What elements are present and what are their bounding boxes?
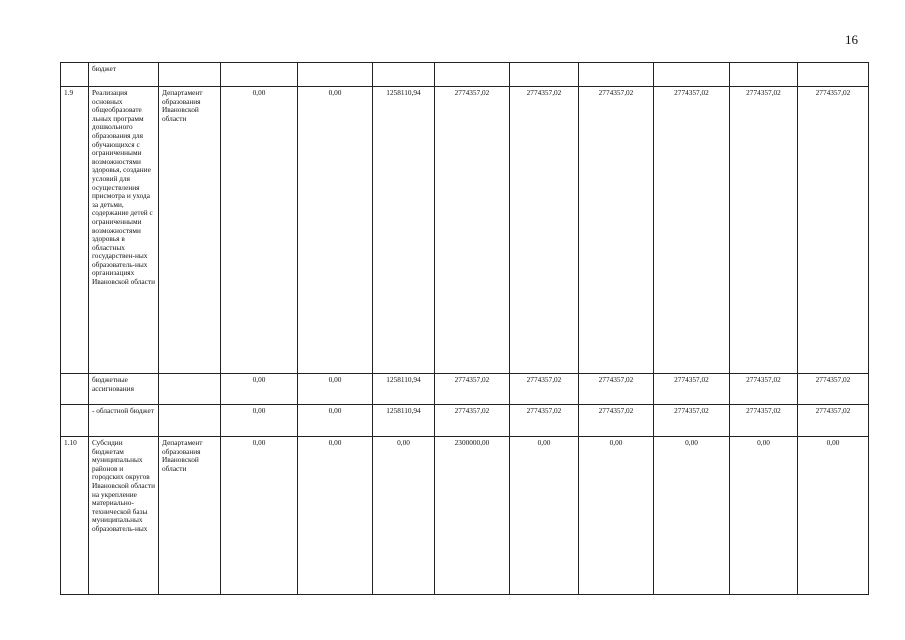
row-value: 2774357,02 (798, 374, 869, 405)
row-name: - областной бюджет (89, 405, 159, 437)
row-executor (159, 405, 221, 437)
row-value: 0,00 (654, 437, 730, 595)
row-value: 2774357,02 (654, 374, 730, 405)
row-value: 2300000,00 (435, 437, 510, 595)
row-value: 0,00 (221, 374, 298, 405)
budget-table (60, 62, 869, 595)
table-body (61, 63, 869, 595)
row-value-spacer (221, 63, 298, 87)
row-value: 0,00 (798, 437, 869, 595)
row-value-spacer (579, 63, 654, 87)
row-value: 2774357,02 (510, 374, 579, 405)
row-value: 2774357,02 (510, 405, 579, 437)
row-value: 1258110,94 (373, 374, 435, 405)
row-value: 2774357,02 (579, 87, 654, 374)
row-value: 0,00 (221, 87, 298, 374)
row-value: 2774357,02 (579, 374, 654, 405)
row-name: бюджетные ассигнования (89, 374, 159, 405)
row-value-spacer (510, 63, 579, 87)
row-value: 0,00 (298, 437, 373, 595)
row-value: 0,00 (510, 437, 579, 595)
table-row (61, 374, 869, 405)
row-value: 2774357,02 (730, 87, 798, 374)
row-value: 2774357,02 (730, 405, 798, 437)
row-value: 1258110,94 (373, 405, 435, 437)
row-code (61, 63, 89, 87)
row-value: 2774357,02 (798, 405, 869, 437)
table-row (61, 63, 869, 87)
table-row (61, 87, 869, 374)
row-executor: Департамент образования Ивановской области (159, 87, 221, 374)
row-code (61, 374, 89, 405)
row-value: 0,00 (298, 374, 373, 405)
page-number: 16 (845, 32, 858, 47)
row-value: 0,00 (298, 405, 373, 437)
table-row (61, 437, 869, 595)
row-executor (159, 374, 221, 405)
row-executor: Департамент образования Ивановской области (159, 437, 221, 595)
row-value: 2774357,02 (510, 87, 579, 374)
row-value: 2774357,02 (435, 374, 510, 405)
row-value: 0,00 (221, 437, 298, 595)
row-value-spacer (435, 63, 510, 87)
row-value-spacer (373, 63, 435, 87)
row-value-spacer (654, 63, 730, 87)
row-value: 0,00 (730, 437, 798, 595)
row-value: 0,00 (221, 405, 298, 437)
row-name: бюджет (89, 63, 159, 87)
row-value: 2774357,02 (579, 405, 654, 437)
row-value: 0,00 (579, 437, 654, 595)
row-name: Реализация основных общеобразовате льных программ дошкольного образования для обучающихся с ограниченными возможностями здоровья, создание условий для осуществления присмотра и ухода за детьми, содержание детей с ограниченными возможностями здоровья в областных государствен-ных образователь-ных организациях Ивановской области (89, 87, 159, 374)
table-row (61, 405, 869, 437)
row-value: 2774357,02 (435, 87, 510, 374)
row-value: 2774357,02 (798, 87, 869, 374)
row-value-spacer (798, 63, 869, 87)
row-code (61, 405, 89, 437)
row-value: 0,00 (298, 87, 373, 374)
row-name: Субсидии бюджетам муниципальных районов и городских округов Ивановской области на укрепление материально-технической базы муниципальных образователь-ных (89, 437, 159, 595)
row-value: 2774357,02 (730, 374, 798, 405)
row-value-spacer (730, 63, 798, 87)
row-value: 2774357,02 (435, 405, 510, 437)
row-value-spacer (298, 63, 373, 87)
row-value: 0,00 (373, 437, 435, 595)
row-code: 1.10 (61, 437, 89, 595)
row-value: 1258110,94 (373, 87, 435, 374)
row-code: 1.9 (61, 87, 89, 374)
row-executor (159, 63, 221, 87)
row-value: 2774357,02 (654, 87, 730, 374)
row-value: 2774357,02 (654, 405, 730, 437)
